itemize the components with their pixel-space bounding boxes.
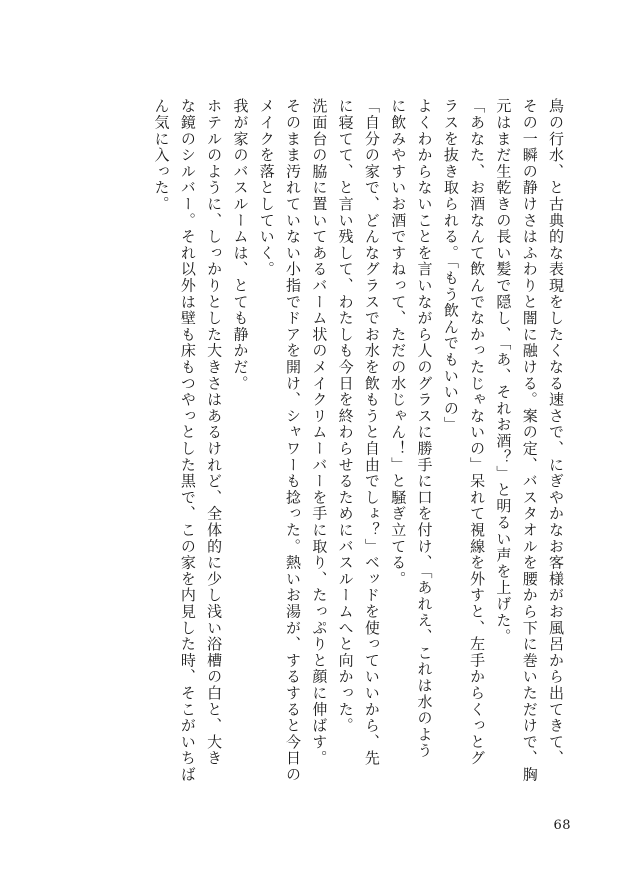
text-line-12: そのまま汚れていない小指でドアを開け、シャワーも捻った。熱いお湯が、するすると今日の [284, 98, 303, 783]
page-number: 68 [553, 818, 571, 833]
text-line-4: 「あなた、お酒なんて飲んでなかったじゃないの」呆れて視線を外すと、左手からくっとグ [468, 98, 487, 767]
text-line-6: よくわからないことを言いながら人のグラスに勝手に口を付け、「あれえ、これは水のよう [415, 98, 434, 759]
text-line-13: メイクを落としていく。 [257, 98, 276, 278]
text-line-5: ラスを抜き取られる。「もう飲んでもいいの」 [441, 98, 460, 433]
vertical-text-body [148, 98, 569, 798]
text-line-17: ん気に入った。 [152, 98, 171, 213]
text-line-11: 洗面台の脇に置いてあるバーム状のメイクリムーバーを手に取り、たっぷりと顔に伸ばす。 [310, 98, 329, 767]
text-line-8: 「自分の家で、どんなグラスでお水を飲もうと自由でしょ？」ベッドを使っていいから、先 [362, 98, 381, 767]
text-line-2: その一瞬の静けさはふわりと闇に融ける。案の定、バスタオルを腰から下に巻いただけで、胸 [520, 98, 539, 783]
text-line-7: に飲みやすいお酒ですねって、ただの水じゃん！」と騒ぎ立てる。 [389, 98, 408, 587]
text-line-1: 鳥の行水、と古典的な表現をしたくなる速さで、にぎやかなお客様がお風呂から出てきて、 [547, 98, 565, 767]
text-line-9: に寝てて、と言い残して、わたしも今日を終わらせるためにバスルームへと向かった。 [336, 98, 355, 734]
text-line-14: 我が家のバスルームは、とても静かだ。 [231, 98, 250, 392]
text-line-16: な鏡のシルバー。それ以外は壁も床もつやっとした黒で、この家を内見した時、そこがいちば [178, 98, 197, 783]
text-line-3: 元はまだ生乾きの長い髪で隠し、「あ、それお酒？」と明るい声を上げた。 [494, 98, 513, 645]
text-line-15: ホテルのように、しっかりとした大きさはあるけれど、全体的に少し浅い浴槽の白と、大き [205, 98, 224, 767]
